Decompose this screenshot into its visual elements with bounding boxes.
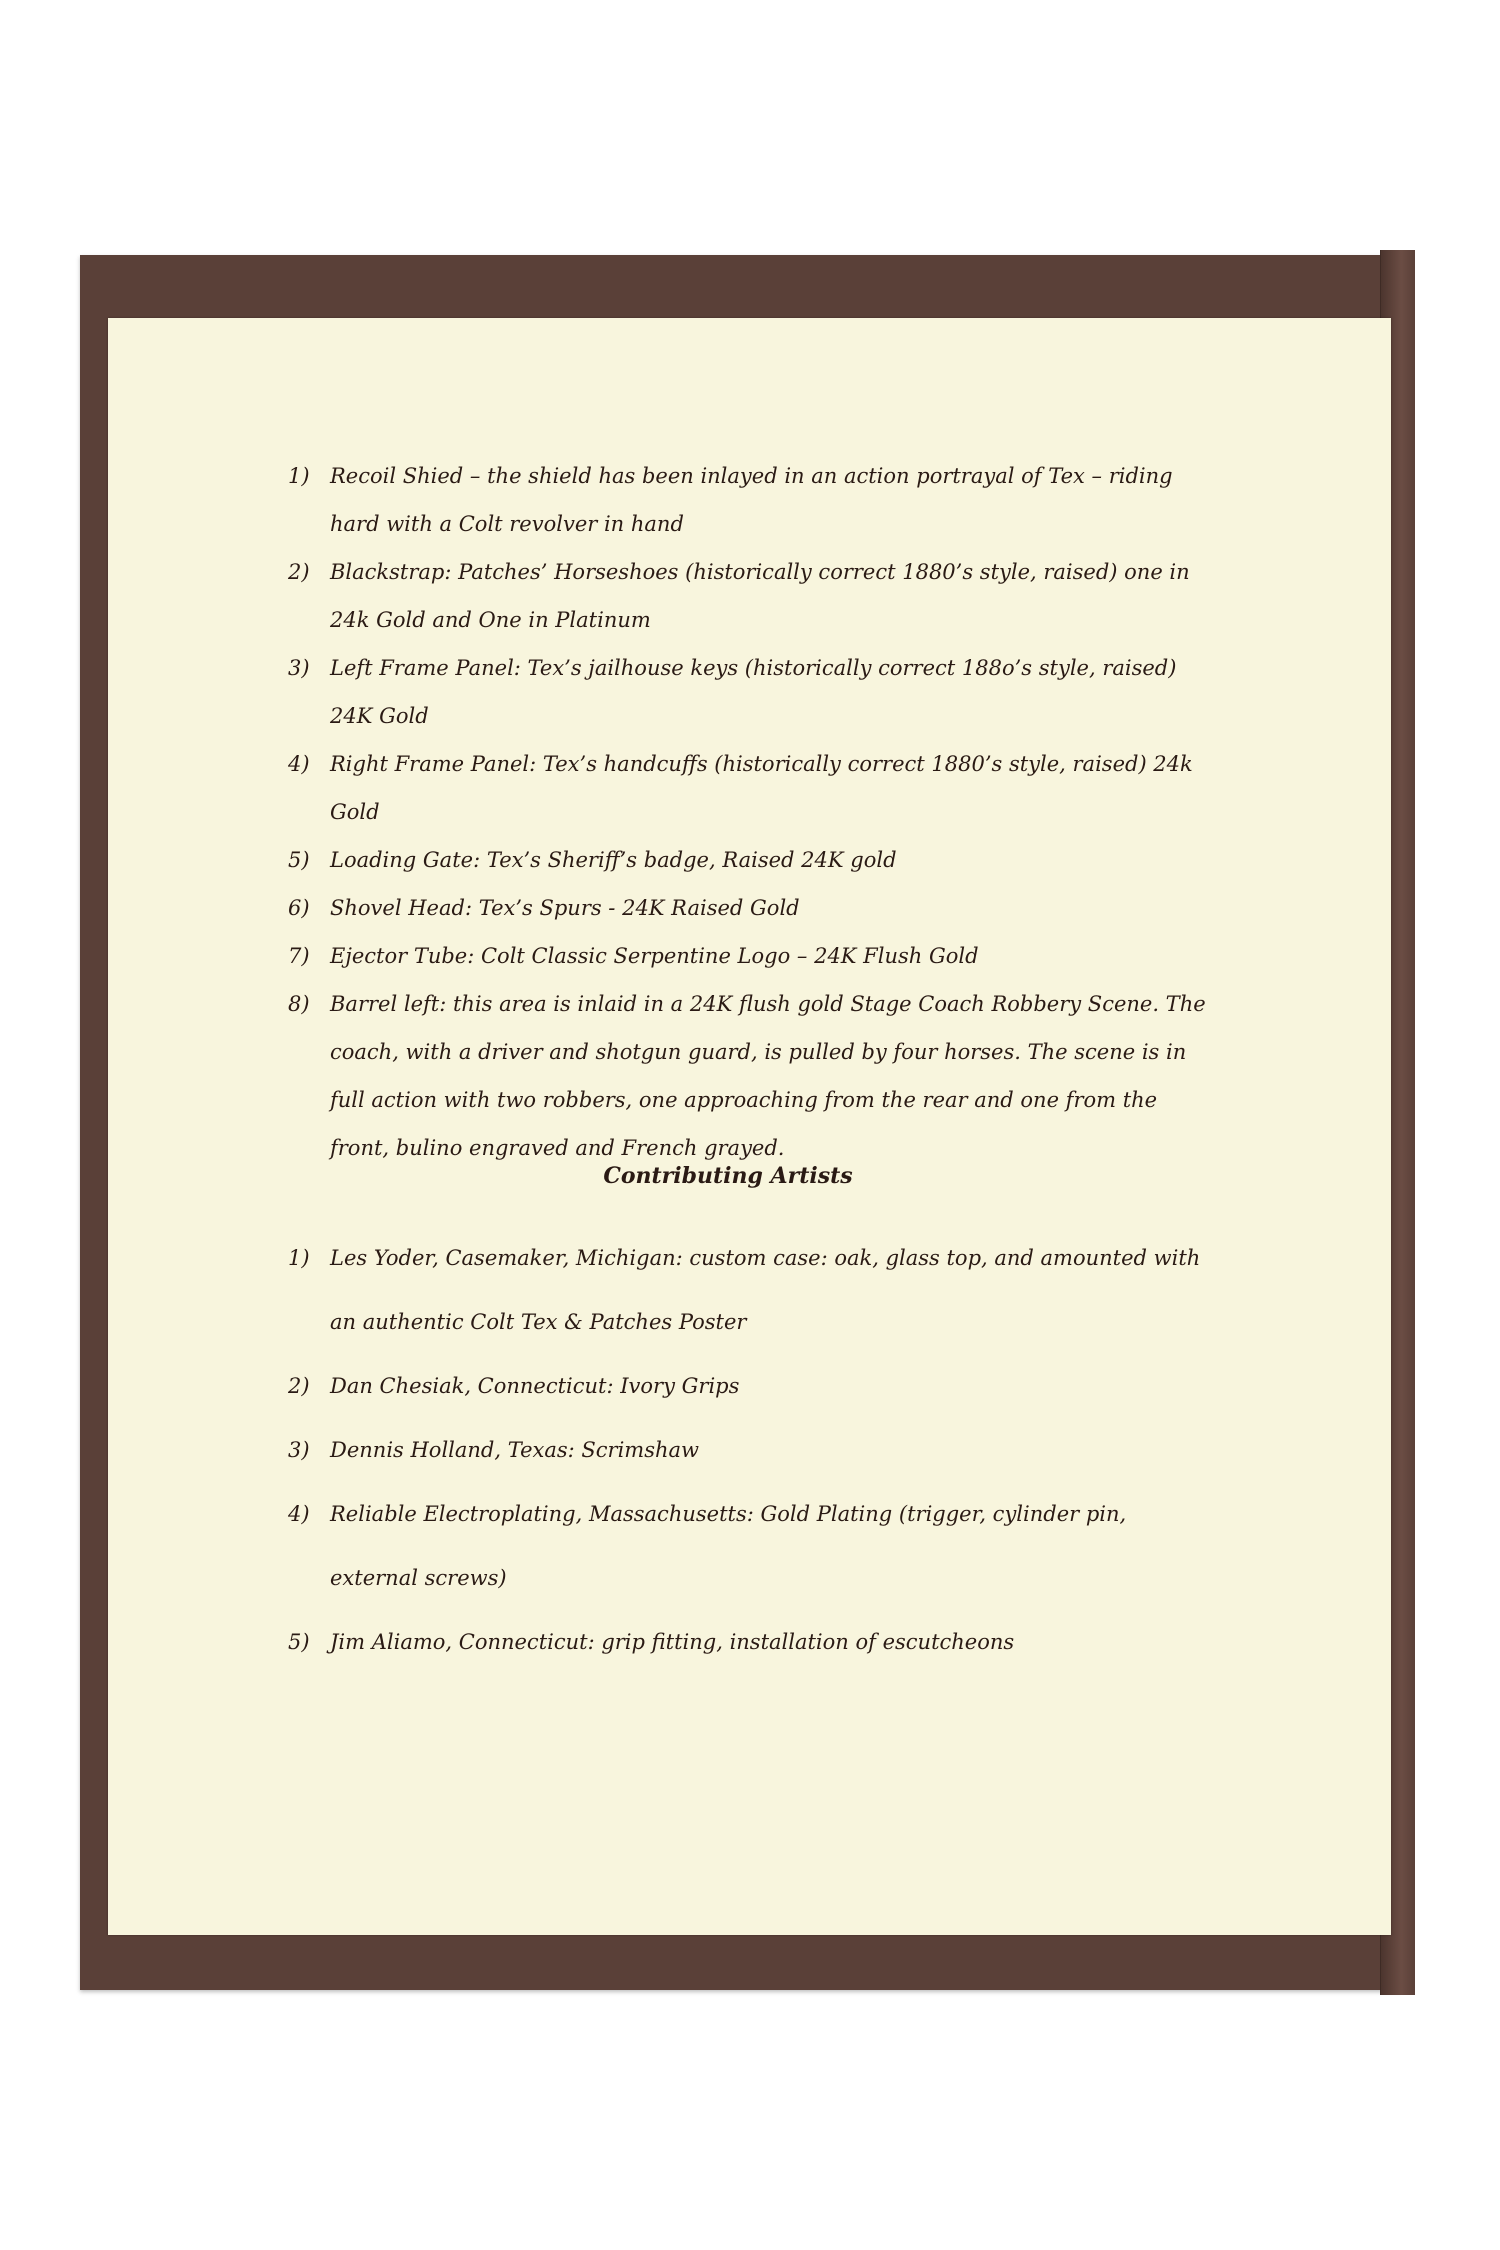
item-number: 3) (288, 1438, 310, 1462)
artists-heading: Contributing Artists (603, 1163, 853, 1189)
item-text: Blackstrap: Patches’ Horseshoes (historically correct 1880’s style, raised) one in 24k Gold and One in Platinum (330, 560, 1190, 632)
item-text: Les Yoder, Casemaker, Michigan: custom case: oak, glass top, and amounted with an authentic Colt Tex & Patches Poster (330, 1246, 1201, 1334)
item-number: 5) (288, 848, 310, 872)
list-item (288, 1482, 1208, 1610)
list-item (288, 980, 1208, 1172)
item-number: 4) (288, 752, 310, 776)
item-text: Dan Chesiak, Connecticut: Ivory Grips (330, 1374, 740, 1398)
list-item (288, 1610, 1208, 1674)
list-item (288, 836, 1208, 884)
item-text: Jim Aliamo, Connecticut: grip fitting, installation of escutcheons (330, 1630, 1015, 1654)
item-text: Loading Gate: Tex’s Sheriff’s badge, Raised 24K gold (330, 848, 897, 872)
list-item (288, 548, 1208, 644)
item-number: 5) (288, 1630, 310, 1654)
artists-list (288, 1226, 1208, 1674)
item-number: 8) (288, 992, 310, 1016)
item-number: 4) (288, 1502, 310, 1526)
item-number: 6) (288, 896, 310, 920)
list-item (288, 644, 1208, 740)
item-number: 1) (288, 1246, 310, 1270)
item-text: Ejector Tube: Colt Classic Serpentine Logo – 24K Flush Gold (330, 944, 979, 968)
list-item (288, 1226, 1208, 1354)
list-item (288, 1418, 1208, 1482)
item-text: Barrel left: this area is inlaid in a 24K flush gold Stage Coach Robbery Scene. The coach, with a driver and shotgun guard, is pulled by four horses. The scene is in full action with two robbers, one approaching from the rear and one from the front, bulino engraved and French grayed. (330, 992, 1206, 1160)
item-text: Recoil Shied – the shield has been inlayed in an action portrayal of Tex – riding hard with a Colt revolver in hand (330, 464, 1173, 536)
item-number: 3) (288, 656, 310, 680)
list-item (288, 932, 1208, 980)
item-number: 1) (288, 464, 310, 488)
engraving-list (288, 452, 1208, 1172)
list-item (288, 884, 1208, 932)
item-text: Shovel Head: Tex’s Spurs - 24K Raised Gold (330, 896, 800, 920)
item-text: Reliable Electroplating, Massachusetts: Gold Plating (trigger, cylinder pin, external screws) (330, 1502, 1127, 1590)
list-item (288, 452, 1208, 548)
item-number: 7) (288, 944, 310, 968)
list-item (288, 1354, 1208, 1418)
item-number: 2) (288, 1374, 310, 1398)
item-text: Right Frame Panel: Tex’s handcuffs (historically correct 1880’s style, raised) 24k Gold (330, 752, 1193, 824)
item-text: Dennis Holland, Texas: Scrimshaw (330, 1438, 700, 1462)
item-text: Left Frame Panel: Tex’s jailhouse keys (historically correct 188o’s style, raised) 24K Gold (330, 656, 1177, 728)
list-item (288, 740, 1208, 836)
item-number: 2) (288, 560, 310, 584)
